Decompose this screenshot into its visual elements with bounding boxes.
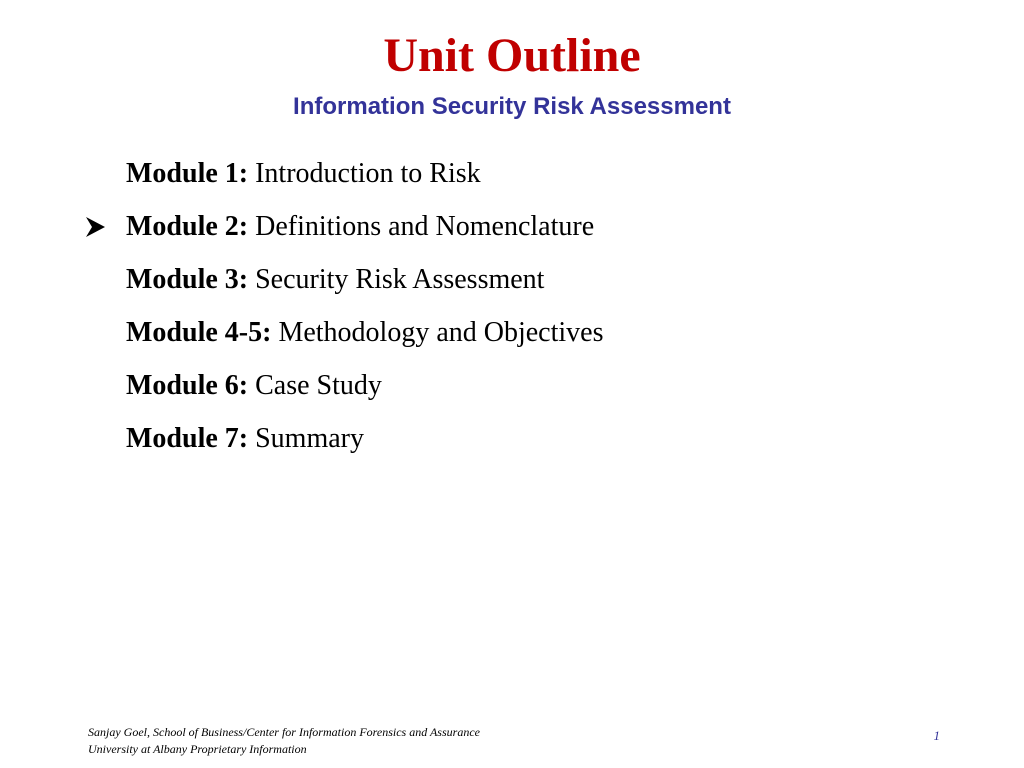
slide-title: Unit Outline xyxy=(383,29,641,82)
module-item xyxy=(0,309,1024,362)
module-label: Module 6: xyxy=(126,370,249,401)
module-text-wrapper xyxy=(126,362,382,410)
module-title: Summary xyxy=(255,423,364,454)
module-title: Definitions and Nomenclature xyxy=(255,211,595,242)
module-item xyxy=(0,150,1024,203)
module-text-wrapper xyxy=(126,415,364,463)
module-text-wrapper xyxy=(126,150,481,198)
module-item xyxy=(0,362,1024,415)
module-title: Methodology and Objectives xyxy=(278,317,604,348)
module-label: Module 1: xyxy=(126,158,249,189)
footer-attribution: Sanjay Goel, School of Business/Center for Information Forensics and Assurance xyxy=(88,725,480,739)
module-text-wrapper xyxy=(126,256,544,304)
slide-subtitle: Information Security Risk Assessment xyxy=(293,93,731,120)
page-number: 1 xyxy=(933,728,940,743)
module-item xyxy=(0,415,1024,468)
module-label: Module 4-5: xyxy=(126,317,272,348)
module-item-current xyxy=(0,203,1024,256)
arrowhead-bullet-icon xyxy=(84,203,114,251)
slide-footer xyxy=(88,724,480,758)
module-title: Security Risk Assessment xyxy=(255,264,545,295)
module-label: Module 2: xyxy=(126,211,249,242)
module-text-wrapper xyxy=(126,203,594,251)
module-title: Introduction to Risk xyxy=(255,158,481,189)
module-title: Case Study xyxy=(255,370,382,401)
footer-proprietary-notice: University at Albany Proprietary Information xyxy=(88,742,307,756)
module-item xyxy=(0,256,1024,309)
module-label: Module 3: xyxy=(126,264,249,295)
module-list xyxy=(0,150,1024,468)
module-text-wrapper xyxy=(126,309,604,357)
module-label: Module 7: xyxy=(126,423,249,454)
